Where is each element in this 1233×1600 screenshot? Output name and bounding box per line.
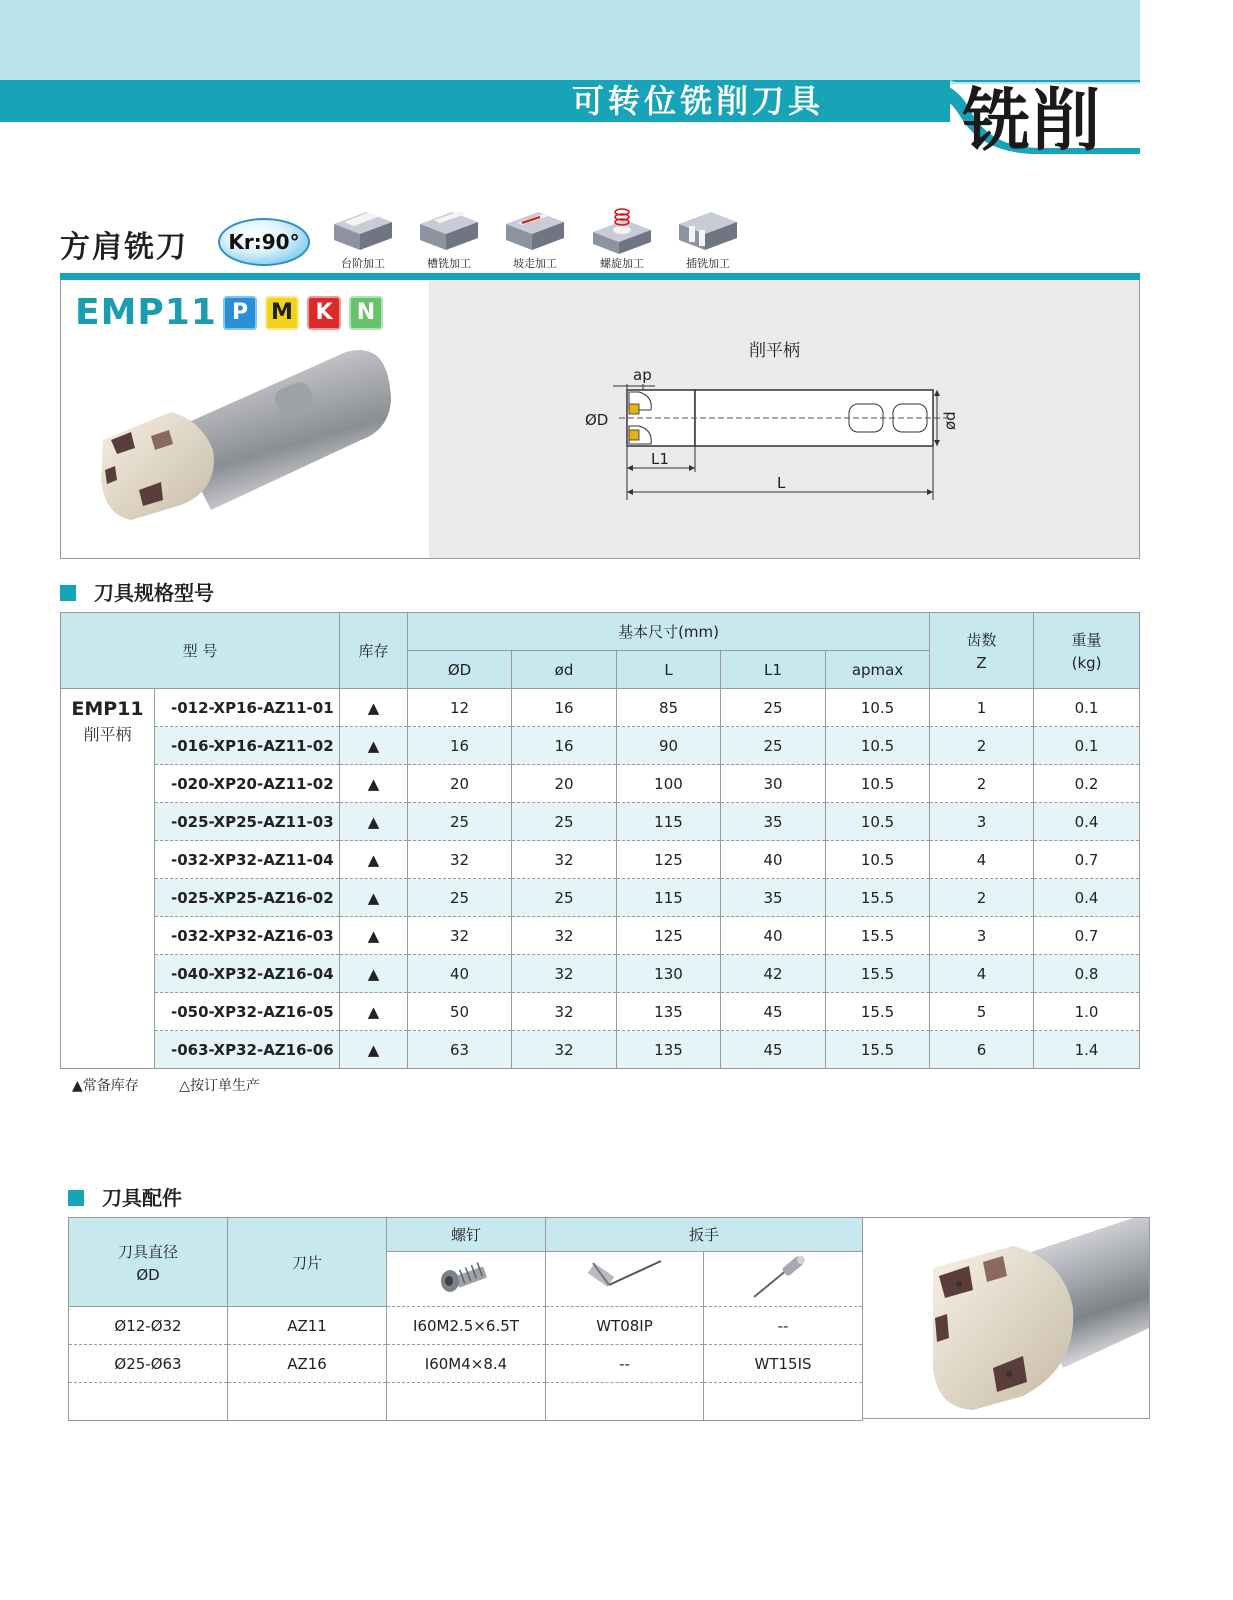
table-row xyxy=(61,765,1140,803)
wrench-image-cell-2 xyxy=(704,1252,863,1307)
shank-d-cell: 25 xyxy=(512,879,617,917)
divider-line xyxy=(60,273,1140,280)
spec-section-heading xyxy=(60,577,214,606)
l-cell: 125 xyxy=(617,841,721,879)
series-name: EMP11 xyxy=(71,698,144,720)
spec-table xyxy=(60,612,1140,1069)
series-cell xyxy=(61,689,155,1069)
weight-cell: 1.0 xyxy=(1034,993,1140,1031)
header-weight-unit: (kg) xyxy=(1071,654,1102,672)
l1-cell: 45 xyxy=(721,993,826,1031)
accessory-photo-panel xyxy=(862,1217,1150,1419)
spec-section-title: 刀具规格型号 xyxy=(94,581,214,605)
stock-cell: ▲ xyxy=(340,803,408,841)
model-cell: -032-XP32-AZ16-03 xyxy=(155,917,340,955)
acc-header-screw: 螺钉 xyxy=(387,1218,546,1252)
section-label: 铣削 xyxy=(962,82,1103,161)
od-cell: 32 xyxy=(408,841,512,879)
teeth-cell: 6 xyxy=(930,1031,1034,1069)
l1-cell: 30 xyxy=(721,765,826,803)
shank-d-cell: 32 xyxy=(512,917,617,955)
od-cell: 25 xyxy=(408,879,512,917)
model-cell: -063-XP32-AZ16-06 xyxy=(155,1031,340,1069)
screw-icon xyxy=(436,1255,496,1299)
table-row xyxy=(61,803,1140,841)
od-cell: 32 xyxy=(408,917,512,955)
table-row xyxy=(61,689,1140,727)
step-machining-icon xyxy=(330,208,396,254)
shank-d-cell: 32 xyxy=(512,993,617,1031)
section-marker xyxy=(60,585,76,601)
operation-plunge xyxy=(673,208,743,271)
milling-head-photo xyxy=(863,1218,1149,1418)
apmax-cell: 15.5 xyxy=(826,955,930,993)
operation-helical xyxy=(587,208,657,271)
legend-made-to-order: △按订单生产 xyxy=(179,1078,261,1094)
weight-cell: 0.1 xyxy=(1034,689,1140,727)
table-row xyxy=(61,727,1140,765)
stock-cell: ▲ xyxy=(340,879,408,917)
l-cell: 135 xyxy=(617,993,721,1031)
l-cell: 125 xyxy=(617,917,721,955)
material-badge-m: M xyxy=(265,296,299,330)
wrench-2-cell: -- xyxy=(704,1307,863,1345)
model-cell: -032-XP32-AZ11-04 xyxy=(155,841,340,879)
accessory-table xyxy=(68,1217,863,1421)
apmax-cell: 15.5 xyxy=(826,993,930,1031)
table-row xyxy=(61,993,1140,1031)
header-weight-label: 重量 xyxy=(1071,631,1102,649)
od-cell: 25 xyxy=(408,803,512,841)
weight-cell: 0.1 xyxy=(1034,727,1140,765)
section-marker xyxy=(68,1190,84,1206)
diameter-range-cell: Ø12-Ø32 xyxy=(69,1307,228,1345)
l1-cell: 25 xyxy=(721,689,826,727)
l1-cell: 45 xyxy=(721,1031,826,1069)
stock-cell: ▲ xyxy=(340,765,408,803)
teeth-cell: 4 xyxy=(930,955,1034,993)
legend-in-stock: ▲常备库存 xyxy=(72,1078,139,1094)
header-weight xyxy=(1034,613,1140,689)
header-shank-d: ød xyxy=(512,651,617,689)
od-cell: 16 xyxy=(408,727,512,765)
wrench-image-cell-1 xyxy=(546,1252,704,1307)
operation-label: 槽铣加工 xyxy=(427,257,471,270)
teeth-cell: 3 xyxy=(930,803,1034,841)
wrench-1-cell: WT08IP xyxy=(546,1307,704,1345)
weight-cell: 0.4 xyxy=(1034,803,1140,841)
header-stock: 库存 xyxy=(340,613,408,689)
model-cell: -025-XP25-AZ11-03 xyxy=(155,803,340,841)
weight-cell: 0.7 xyxy=(1034,917,1140,955)
model-cell: -016-XP16-AZ11-02 xyxy=(155,727,340,765)
drawing-title: 削平柄 xyxy=(749,341,800,361)
operation-slot xyxy=(414,208,484,271)
weight-cell: 0.7 xyxy=(1034,841,1140,879)
empty-cell xyxy=(69,1383,228,1421)
model-cell: -040-XP32-AZ16-04 xyxy=(155,955,340,993)
shank-d-cell: 20 xyxy=(512,765,617,803)
material-badge-k: K xyxy=(307,296,341,330)
empty-cell xyxy=(387,1383,546,1421)
apmax-cell: 10.5 xyxy=(826,765,930,803)
table-row xyxy=(61,841,1140,879)
table-row xyxy=(61,879,1140,917)
od-cell: 12 xyxy=(408,689,512,727)
apmax-cell: 10.5 xyxy=(826,689,930,727)
od-cell: 40 xyxy=(408,955,512,993)
plunge-milling-icon xyxy=(675,208,741,254)
shank-d-cell: 25 xyxy=(512,803,617,841)
l1-cell: 25 xyxy=(721,727,826,765)
header-basic-dimensions: 基本尺寸(mm) xyxy=(408,613,930,651)
header-teeth-label: 齿数 xyxy=(966,631,997,649)
empty-cell xyxy=(546,1383,704,1421)
header-teeth xyxy=(930,613,1034,689)
l1-cell: 35 xyxy=(721,879,826,917)
operation-ramp xyxy=(500,208,570,271)
operation-label: 坡走加工 xyxy=(513,257,557,270)
operation-label: 插铣加工 xyxy=(686,257,730,270)
od-label: ØD xyxy=(585,411,609,429)
apmax-cell: 10.5 xyxy=(826,841,930,879)
shank-d-cell: 16 xyxy=(512,727,617,765)
acc-header-diameter-label: 刀具直径 xyxy=(117,1242,178,1261)
kr-badge: Kr:90° xyxy=(218,218,310,266)
teeth-cell: 5 xyxy=(930,993,1034,1031)
series-shank-type: 削平柄 xyxy=(83,725,132,744)
shank-d-cell: 16 xyxy=(512,689,617,727)
operation-label: 螺旋加工 xyxy=(600,257,644,270)
shank-d-cell: 32 xyxy=(512,955,617,993)
empty-row xyxy=(69,1383,863,1421)
od-cell: 20 xyxy=(408,765,512,803)
header-l1: L1 xyxy=(721,651,826,689)
model-cell: -020-XP20-AZ11-02 xyxy=(155,765,340,803)
apmax-cell: 15.5 xyxy=(826,917,930,955)
model-cell: -012-XP16-AZ11-01 xyxy=(155,689,340,727)
wrench-2-cell: WT15IS xyxy=(704,1345,863,1383)
header-od: ØD xyxy=(408,651,512,689)
stock-cell: ▲ xyxy=(340,1031,408,1069)
stock-cell: ▲ xyxy=(340,689,408,727)
screw-image-cell xyxy=(387,1252,546,1307)
shank-d-cell: 32 xyxy=(512,1031,617,1069)
empty-cell xyxy=(228,1383,387,1421)
teeth-cell: 2 xyxy=(930,727,1034,765)
acc-section-heading xyxy=(68,1182,182,1211)
material-badge-n: N xyxy=(349,296,383,330)
table-row xyxy=(61,955,1140,993)
l-cell: 115 xyxy=(617,803,721,841)
apmax-cell: 10.5 xyxy=(826,727,930,765)
screw-cell: I60M2.5×6.5T xyxy=(387,1307,546,1345)
ramping-icon xyxy=(502,208,568,254)
insert-cell: AZ11 xyxy=(228,1307,387,1345)
od-cell: 50 xyxy=(408,993,512,1031)
material-badge-p: P xyxy=(223,296,257,330)
teeth-cell: 2 xyxy=(930,765,1034,803)
acc-header-insert: 刀片 xyxy=(228,1218,387,1307)
stock-cell: ▲ xyxy=(340,727,408,765)
od-cell: 63 xyxy=(408,1031,512,1069)
apmax-cell: 10.5 xyxy=(826,803,930,841)
teeth-cell: 2 xyxy=(930,879,1034,917)
empty-cell xyxy=(704,1383,863,1421)
model-cell: -025-XP25-AZ16-02 xyxy=(155,879,340,917)
table-row xyxy=(69,1307,863,1345)
weight-cell: 0.8 xyxy=(1034,955,1140,993)
product-name: EMP11 xyxy=(75,292,217,333)
helical-milling-icon xyxy=(589,208,655,254)
product-panel xyxy=(60,280,1140,559)
shank-d-cell: 32 xyxy=(512,841,617,879)
l-cell: 115 xyxy=(617,879,721,917)
apmax-cell: 15.5 xyxy=(826,879,930,917)
acc-header-diameter-unit: ØD xyxy=(136,1265,160,1284)
acc-header-wrench: 扳手 xyxy=(546,1218,863,1252)
stock-cell: ▲ xyxy=(340,917,408,955)
l-cell: 135 xyxy=(617,1031,721,1069)
acc-section-title: 刀具配件 xyxy=(102,1186,182,1210)
wrench-1-cell: -- xyxy=(546,1345,704,1383)
table-row xyxy=(61,917,1140,955)
teeth-cell: 4 xyxy=(930,841,1034,879)
torx-wrench-icon xyxy=(585,1255,665,1299)
l-cell: 100 xyxy=(617,765,721,803)
screw-cell: I60M4×8.4 xyxy=(387,1345,546,1383)
l-cell: 90 xyxy=(617,727,721,765)
l1-cell: 40 xyxy=(721,917,826,955)
end-mill-photo xyxy=(91,340,411,540)
stock-cell: ▲ xyxy=(340,955,408,993)
stock-legend xyxy=(72,1075,296,1095)
weight-cell: 0.2 xyxy=(1034,765,1140,803)
product-category: 方肩铣刀 xyxy=(60,230,188,265)
slot-milling-icon xyxy=(416,208,482,254)
screwdriver-icon xyxy=(748,1253,818,1301)
l1-cell: 42 xyxy=(721,955,826,993)
teeth-cell: 1 xyxy=(930,689,1034,727)
header-teeth-unit: Z xyxy=(976,654,987,672)
l1-cell: 35 xyxy=(721,803,826,841)
header-apmax: apmax xyxy=(826,651,930,689)
operation-label: 台阶加工 xyxy=(341,257,385,270)
stock-cell: ▲ xyxy=(340,993,408,1031)
header-model: 型 号 xyxy=(61,613,340,689)
table-row xyxy=(69,1345,863,1383)
header-title: 可转位铣削刀具 xyxy=(572,82,825,120)
diameter-range-cell: Ø25-Ø63 xyxy=(69,1345,228,1383)
insert-cell: AZ16 xyxy=(228,1345,387,1383)
l1-label: L1 xyxy=(651,450,669,468)
operation-step xyxy=(328,208,398,271)
l-cell: 130 xyxy=(617,955,721,993)
ap-label: ap xyxy=(633,366,652,384)
teeth-cell: 3 xyxy=(930,917,1034,955)
table-row xyxy=(61,1031,1140,1069)
l-label: L xyxy=(777,474,786,492)
l1-cell: 40 xyxy=(721,841,826,879)
weight-cell: 0.4 xyxy=(1034,879,1140,917)
acc-header-diameter xyxy=(69,1218,228,1307)
header-l: L xyxy=(617,651,721,689)
dimension-drawing xyxy=(559,350,959,510)
l-cell: 85 xyxy=(617,689,721,727)
model-cell: -050-XP32-AZ16-05 xyxy=(155,993,340,1031)
apmax-cell: 15.5 xyxy=(826,1031,930,1069)
stock-cell: ▲ xyxy=(340,841,408,879)
weight-cell: 1.4 xyxy=(1034,1031,1140,1069)
d-label: ød xyxy=(941,411,959,430)
